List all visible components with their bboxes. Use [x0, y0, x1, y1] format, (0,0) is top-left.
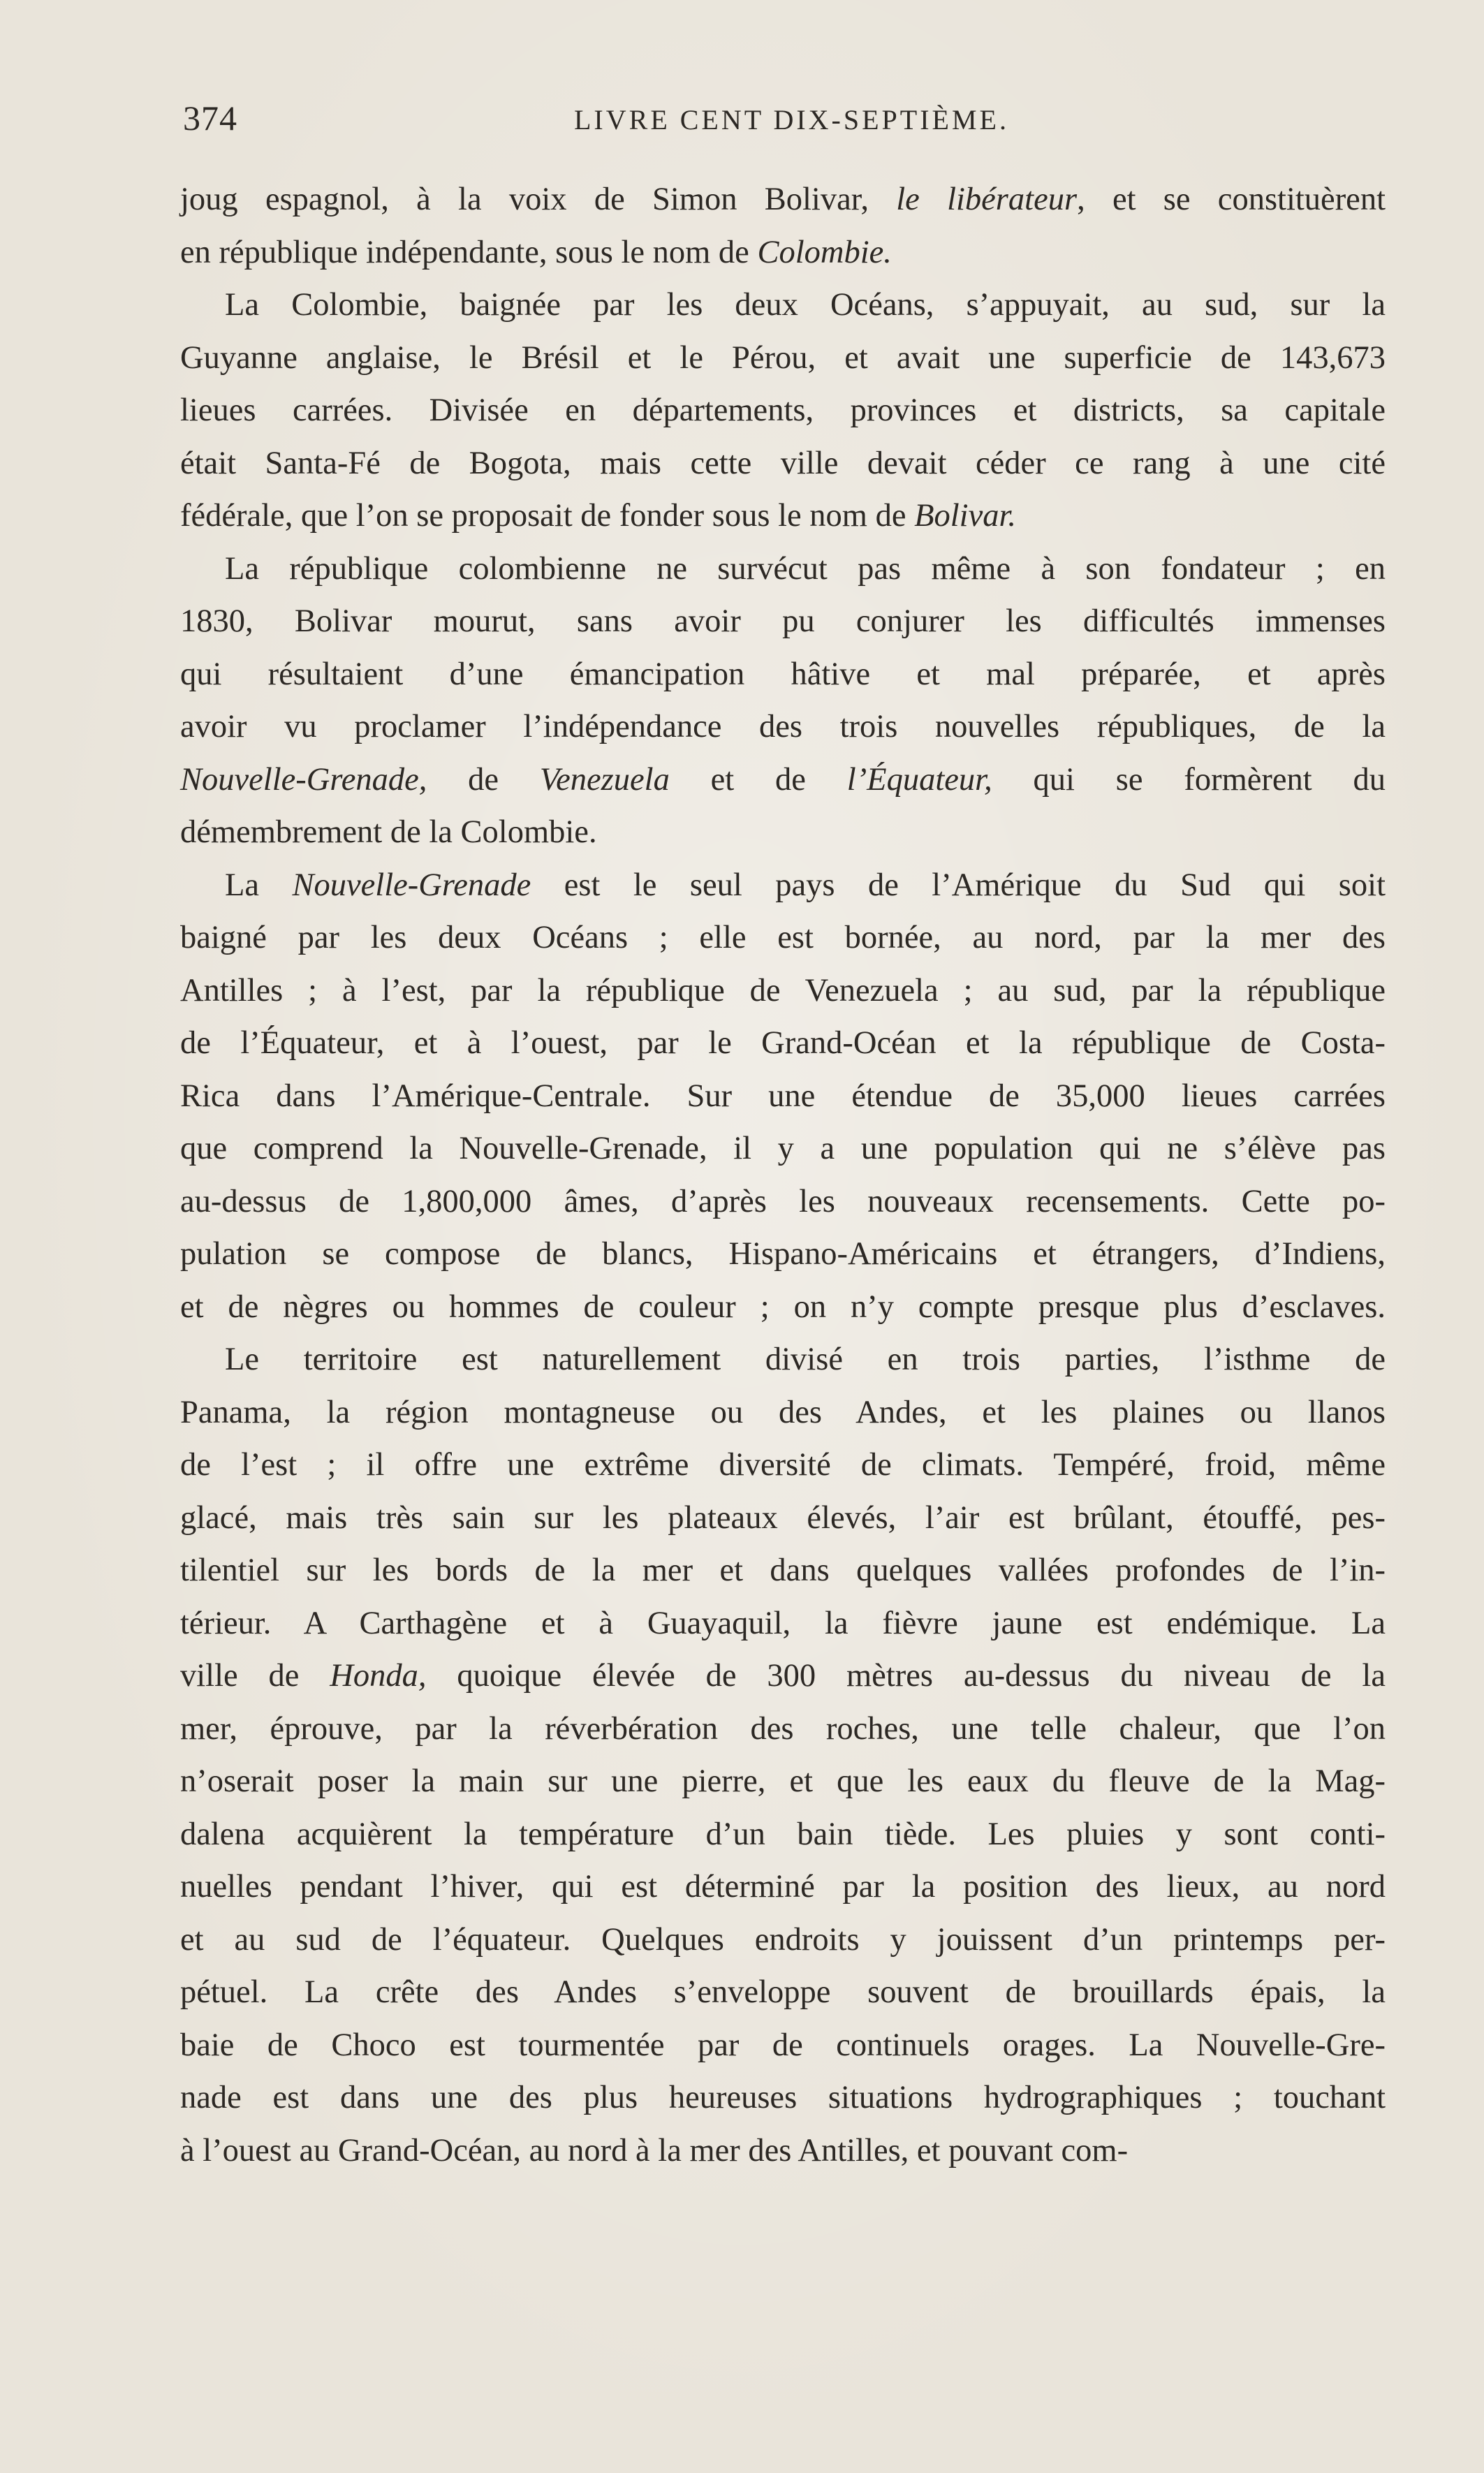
italic-text: Nouvelle-Grenade, [180, 761, 427, 798]
italic-text: Nouvelle-Grenade [292, 867, 531, 903]
text-line [180, 859, 1386, 912]
text-segment: nuelles pendant l’hiver, qui est déterminé par la position des lieux, au nord [180, 1869, 1386, 1905]
text-line [180, 437, 1386, 490]
text-segment: et de nègres ou hommes de couleur ; on n’y compte presque plus d’esclaves. [180, 1289, 1386, 1325]
text-line [180, 1597, 1386, 1650]
text-segment: Le territoire est naturellement divisé en trois parties, l’isthme de [225, 1342, 1386, 1377]
text-segment: n’oserait poser la main sur une pierre, et que les eaux du fleuve de la Mag- [180, 1763, 1386, 1799]
text-segment: nade est dans une des plus heureuses situations hydrographiques ; touchant [180, 2080, 1386, 2115]
text-line [180, 1175, 1386, 1228]
text-line [180, 1017, 1386, 1070]
text-segment: lieues carrées. Divisée en départements, provinces et districts, sa capitale [180, 392, 1386, 428]
italic-text: Colombie. [757, 234, 892, 270]
text-segment: pulation se compose de blancs, Hispano-Américains et étrangers, d’Indiens, [180, 1236, 1386, 1272]
text-segment: en république indépendante, sous le nom de [180, 234, 758, 270]
text-line [180, 1070, 1386, 1123]
text-line [180, 1544, 1386, 1597]
text-segment: est le seul pays de l’Amérique du Sud qui soit [531, 867, 1386, 903]
text-segment: Antilles ; à l’est, par la république de Venezuela ; au sud, par la république [180, 972, 1386, 1008]
text-segment: quoique élevée de 300 mètres au-dessus du niveau de la [426, 1658, 1386, 1694]
text-line [180, 1281, 1386, 1334]
text-segment: était Santa-Fé de Bogota, mais cette ville devait céder ce rang à une cité [180, 445, 1386, 481]
text-segment: baigné par les deux Océans ; elle est bornée, au nord, par la mer des [180, 920, 1386, 955]
italic-text: Bolivar. [914, 498, 1017, 534]
text-line [180, 332, 1386, 385]
text-segment: baie de Choco est tourmentée par de continuels orages. La Nouvelle-Gre- [180, 2027, 1386, 2063]
text-segment: que comprend la Nouvelle-Grenade, il y a une population qui ne s’élève pas [180, 1131, 1386, 1166]
text-segment: de l’Équateur, et à l’ouest, par le Grand-Océan et la république de Costa- [180, 1025, 1386, 1061]
italic-text: Honda, [330, 1658, 427, 1694]
text-segment: 1830, Bolivar mourut, sans avoir pu conjurer les difficultés immenses [180, 603, 1386, 639]
text-line [180, 1966, 1386, 2019]
text-segment: de [427, 761, 540, 798]
text-line [180, 1703, 1386, 1756]
text-segment: au-dessus de 1,800,000 âmes, d’après les nouveaux recensements. Cette po- [180, 1183, 1386, 1219]
text-line [180, 1228, 1386, 1281]
text-line [180, 1386, 1386, 1439]
text-segment: à l’ouest au Grand-Océan, au nord à la mer des Antilles, et pouvant com- [180, 2132, 1129, 2169]
text-segment: Guyanne anglaise, le Brésil et le Pérou, et avait une superficie de 143,673 [180, 339, 1386, 376]
text-line [180, 543, 1386, 596]
text-line [180, 1122, 1386, 1175]
text-segment: , et se constituèrent [1077, 182, 1386, 217]
text-line [180, 1914, 1386, 1967]
italic-text: le libérateur [896, 182, 1078, 217]
text-segment: et au sud de l’équateur. Quelques endroits y jouissent d’un printemps per- [180, 1921, 1386, 1958]
text-segment: qui résultaient d’une émancipation hâtive et mal préparée, et après [180, 656, 1386, 692]
text-segment: et de [669, 761, 847, 798]
text-line [180, 1808, 1386, 1861]
text-segment: ville de [180, 1658, 330, 1694]
text-line [180, 1492, 1386, 1545]
page-number: 374 [183, 98, 237, 138]
text-segment: fédérale, que l’on se proposait de fonder sous le nom de [180, 498, 915, 534]
text-segment: démembrement de la Colombie. [180, 814, 597, 850]
running-title: LIVRE CENT DIX-SEPTIÈME. [574, 104, 1009, 135]
italic-text: Venezuela [539, 761, 670, 798]
text-line [180, 1333, 1386, 1386]
text-line [180, 1650, 1386, 1703]
text-line [180, 1439, 1386, 1492]
text-segment: Panama, la région montagneuse ou des Andes, et les plaines ou llanos [180, 1394, 1386, 1430]
text-line [180, 1755, 1386, 1808]
text-line [180, 754, 1386, 807]
text-segment: de l’est ; il offre une extrême diversité de climats. Tempéré, froid, même [180, 1447, 1386, 1483]
text-line [180, 279, 1386, 332]
text-line [180, 2125, 1386, 2178]
text-segment: glacé, mais très sain sur les plateaux élevés, l’air est brûlant, étouffé, pes- [180, 1499, 1386, 1536]
text-line [180, 173, 1386, 226]
text-line [180, 911, 1386, 964]
text-line [180, 700, 1386, 754]
text-segment: Rica dans l’Amérique-Centrale. Sur une étendue de 35,000 lieues carrées [180, 1078, 1386, 1114]
body-text [180, 173, 1386, 2177]
text-line [180, 964, 1386, 1018]
text-line [180, 595, 1386, 648]
text-segment: tilentiel sur les bords de la mer et dans quelques vallées profondes de l’in- [180, 1553, 1386, 1588]
text-segment: joug espagnol, à la voix de Simon Bolivar, [180, 182, 897, 217]
text-segment: dalena acquièrent la température d’un bain tiède. Les pluies y sont conti- [180, 1816, 1386, 1852]
text-line [180, 226, 1386, 279]
italic-text: l’Équateur, [846, 761, 992, 798]
text-segment: mer, éprouve, par la réverbération des roches, une telle chaleur, que l’on [180, 1710, 1386, 1747]
text-line [180, 490, 1386, 543]
text-line [180, 2019, 1386, 2072]
page-header [183, 98, 1384, 147]
text-segment: térieur. A Carthagène et à Guayaquil, la fièvre jaune est endémique. La [180, 1605, 1386, 1641]
text-segment: La [225, 867, 293, 903]
text-line [180, 806, 1386, 859]
text-line [180, 1861, 1386, 1914]
text-segment: La république colombienne ne survécut pas même à son fondateur ; en [225, 550, 1386, 587]
text-segment: La Colombie, baignée par les deux Océans, s’appuyait, au sud, sur la [225, 287, 1386, 323]
text-segment: pétuel. La crête des Andes s’enveloppe souvent de brouillards épais, la [180, 1974, 1386, 2010]
text-line [180, 2071, 1386, 2125]
text-line [180, 648, 1386, 701]
text-line [180, 384, 1386, 437]
text-segment: qui se formèrent du [992, 761, 1386, 798]
text-segment: avoir vu proclamer l’indépendance des trois nouvelles républiques, de la [180, 709, 1386, 744]
